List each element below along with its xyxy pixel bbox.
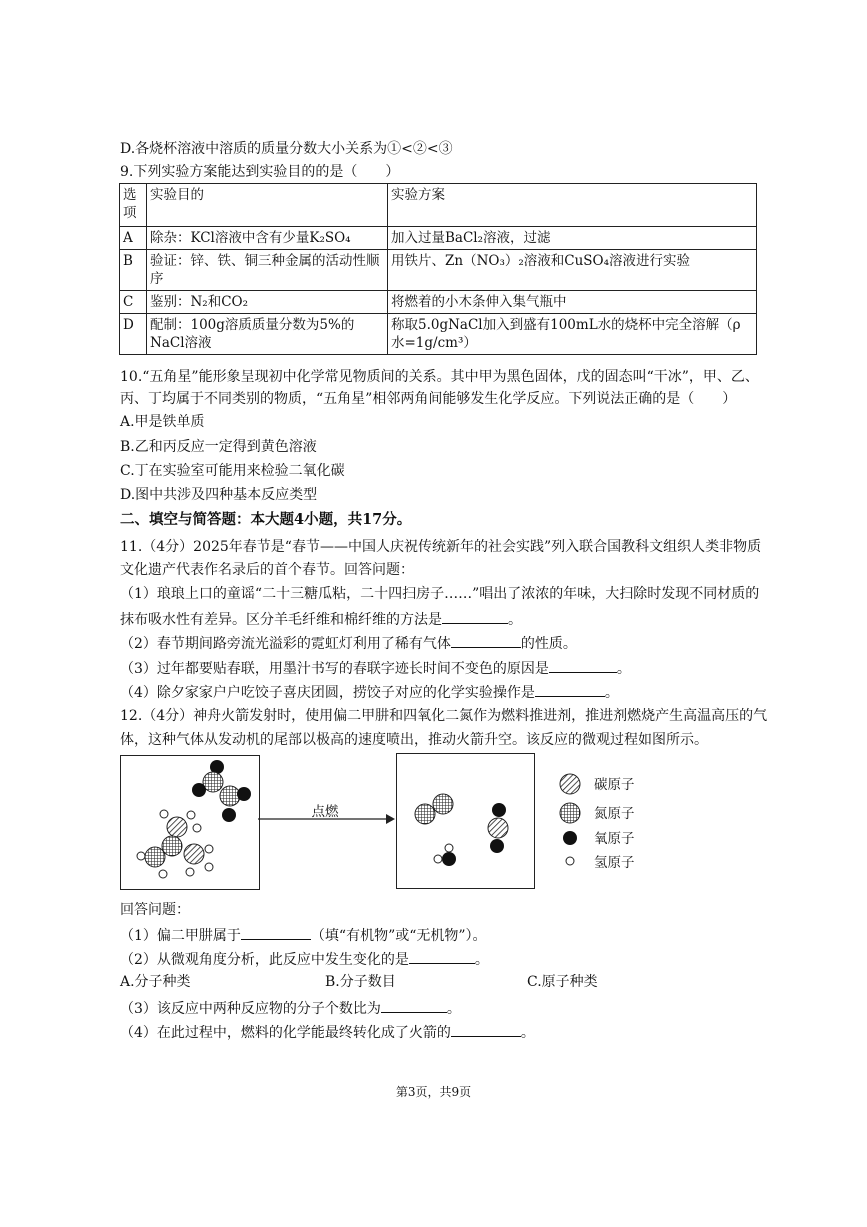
- q11-part3: （3）过年都要贴春联，用墨汁书写的春联字迹长时间不变色的原因是 。: [120, 658, 631, 678]
- page-footer: 第3页，共9页: [395, 1085, 472, 1099]
- table-header-row: [120, 184, 757, 227]
- oxygen-atom: [222, 808, 236, 822]
- reactant-molecules: [121, 756, 259, 889]
- row-purpose: 验证：锌、铁、铜三种金属的活动性顺序: [147, 250, 388, 291]
- row-option: A: [120, 227, 147, 250]
- q10-stem-line1: 10.“五角星”能形象呈现初中化学常见物质间的关系。其中甲为黑色固体，戊的固态叫“干冰”，甲、乙、: [120, 369, 759, 385]
- q12-answer-prompt: 回答问题：: [120, 902, 190, 918]
- row-option: B: [120, 250, 147, 291]
- q12-part1-text: （1）偏二甲肼属于: [120, 928, 241, 944]
- hydrogen-atom: [205, 863, 213, 871]
- legend-hydrogen: 氢原子: [594, 855, 635, 871]
- table-row: [120, 250, 757, 291]
- row-plan: 用铁片、Zn（NO₃）₂溶液和CuSO₄溶液进行实验: [388, 250, 757, 291]
- oxygen-atom: [192, 783, 206, 797]
- q11-part4: （4）除夕家家户户吃饺子喜庆团圆，捞饺子对应的化学实验操作是 。: [120, 682, 619, 702]
- header-plan: 实验方案: [388, 184, 757, 227]
- carbon-atom: [184, 844, 204, 864]
- q12-stem-line1: 12.（4分）神舟火箭发射时，使用偏二甲肼和四氧化二氮作为燃料推进剂，推进剂燃烧产生高温高压的气: [120, 708, 768, 724]
- hydrogen-atom: [137, 852, 145, 860]
- q10-stem-line2: 丙、丁均属于不同类别的物质，“五角星”相邻两角间能够发生化学反应。下列说法正确的是（ ）: [120, 391, 737, 407]
- row-purpose: 配制：100g溶质质量分数为5%的NaCl溶液: [147, 314, 388, 355]
- q11-stem-line2: 文化遗产代表作名录后的首个春节。回答问题：: [120, 562, 414, 578]
- q12-part4: （4）在此过程中，燃料的化学能最终转化成了火箭的 。: [120, 1022, 535, 1042]
- q11-part4-text: （4）除夕家家户户吃饺子喜庆团圆，捞饺子对应的化学实验操作是: [120, 685, 535, 701]
- q11-part2: [120, 633, 577, 653]
- answer-blank[interactable]: [451, 633, 521, 648]
- product-molecules: [397, 754, 534, 888]
- q12-part1-end: （填“有机物”或“无机物”）。: [310, 928, 487, 944]
- q12-part3-text: （3）该反应中两种反应物的分子个数比为: [120, 1001, 381, 1017]
- answer-blank[interactable]: [409, 949, 475, 964]
- products-box: [396, 753, 535, 889]
- hydrogen-atom: [193, 824, 201, 832]
- hydrogen-atom: [159, 870, 167, 878]
- q12-part3: （3）该反应中两种反应物的分子个数比为 。: [120, 998, 461, 1018]
- q12-part2-text: （2）从微观角度分析，此反应中发生变化的是: [120, 952, 409, 968]
- q11-part2-text: （2）春节期间路旁流光溢彩的霓虹灯利用了稀有气体: [120, 636, 451, 652]
- nitrogen-atom: [145, 847, 165, 867]
- row-plan: 加入过量BaCl₂溶液，过滤: [388, 227, 757, 250]
- hydrogen-atom: [186, 868, 194, 876]
- carbon-atom: [488, 818, 508, 838]
- q11-part2-end: 的性质。: [520, 636, 577, 652]
- answer-blank[interactable]: [442, 609, 508, 624]
- hydrogen-atom: [205, 845, 213, 853]
- header-purpose: 实验目的: [147, 184, 388, 227]
- atom-legend-symbols: [558, 772, 588, 872]
- answer-blank[interactable]: [451, 1022, 521, 1037]
- q11-part1-line1: （1）琅琅上口的童谣“二十三糖瓜粘，二十四扫房子……”唱出了浓浓的年味，大扫除时发现不同材质的: [120, 586, 760, 602]
- q10-option-a: A.甲是铁单质: [120, 414, 205, 430]
- answer-blank[interactable]: [241, 925, 311, 940]
- nitrogen-atom: [203, 772, 223, 792]
- q11-stem-line1: 11.（4分）2025年春节是“春节——中国人庆祝传统新年的社会实践”列入联合国教科文组织人类非物质: [120, 539, 762, 555]
- hydrogen-atom: [160, 810, 168, 818]
- option-c[interactable]: C.原子种类: [527, 974, 598, 990]
- nitrogen-atom: [220, 786, 240, 806]
- q11-part3-text: （3）过年都要贴春联，用墨汁书写的春联字迹长时间不变色的原因是: [120, 661, 549, 677]
- q11-part1-line2: 抹布吸水性有差异。区分羊毛纤维和棉纤维的方法是 。: [120, 609, 522, 629]
- q8-option-d: D.各烧杯溶液中溶质的质量分数大小关系为①<②<③: [120, 141, 453, 157]
- answer-blank[interactable]: [381, 998, 447, 1013]
- hydrogen-atom: [434, 855, 442, 863]
- nitrogen-legend-icon: [560, 803, 580, 823]
- q12-part2: （2）从微观角度分析，此反应中发生变化的是 。: [120, 949, 489, 969]
- q12-part4-text: （4）在此过程中，燃料的化学能最终转化成了火箭的: [120, 1025, 451, 1041]
- carbon-legend-icon: [560, 774, 580, 794]
- q10-option-d: D.图中共涉及四种基本反应类型: [120, 487, 318, 503]
- hydrogen-atom: [445, 844, 453, 852]
- q9-stem: 9.下列实验方案能达到实验目的的是（ ）: [120, 164, 400, 180]
- q12-stem-line2: 体，这种气体从发动机的尾部以极高的速度喷出，推动火箭升空。该反应的微观过程如图所示。: [120, 732, 708, 748]
- row-option: C: [120, 291, 147, 314]
- option-a[interactable]: A.分子种类: [120, 974, 191, 990]
- oxygen-atom: [442, 852, 456, 866]
- option-b[interactable]: B.分子数目: [325, 974, 396, 990]
- row-plan: 称取5.0gNaCl加入到盛有100mL水的烧杯中完全溶解（ρ水=1g/cm³）: [388, 314, 757, 355]
- table-row: [120, 291, 757, 314]
- oxygen-legend-icon: [563, 831, 577, 845]
- row-purpose: 鉴别：N₂和CO₂: [147, 291, 388, 314]
- nitrogen-atom: [162, 836, 182, 856]
- legend-nitrogen: 氮原子: [594, 806, 635, 822]
- nitrogen-atom: [415, 804, 435, 824]
- oxygen-atom: [237, 787, 251, 801]
- row-option: D: [120, 314, 147, 355]
- oxygen-atom: [492, 803, 506, 817]
- row-purpose: 除杂：KCl溶液中含有少量K₂SO₄: [147, 227, 388, 250]
- header-option: 选项: [120, 184, 147, 227]
- q10-option-b: B.乙和丙反应一定得到黄色溶液: [120, 439, 317, 455]
- answer-blank[interactable]: [535, 682, 605, 697]
- hydrogen-atom: [187, 811, 195, 819]
- table-row: [120, 314, 757, 355]
- legend-carbon: 碳原子: [594, 777, 635, 793]
- row-plan: 将燃着的小木条伸入集气瓶中: [388, 291, 757, 314]
- reactants-box: [120, 755, 260, 890]
- section-title: 二、填空与简答题：本大题4小题，共17分。: [120, 511, 412, 528]
- answer-blank[interactable]: [549, 658, 617, 673]
- q12-part1: [120, 925, 487, 945]
- carbon-atom: [167, 817, 187, 837]
- arrow-label: 点燃: [311, 804, 339, 820]
- table-row: [120, 227, 757, 250]
- q11-part1-text: 抹布吸水性有差异。区分羊毛纤维和棉纤维的方法是: [120, 612, 442, 628]
- nitrogen-atom: [433, 794, 453, 814]
- legend-oxygen: 氧原子: [594, 831, 635, 847]
- oxygen-atom: [490, 839, 504, 853]
- hydrogen-legend-icon: [566, 857, 574, 865]
- q10-option-c: C.丁在实验室可能用来检验二氧化碳: [120, 463, 345, 479]
- q9-table: [119, 183, 757, 355]
- reaction-arrow: [258, 812, 396, 826]
